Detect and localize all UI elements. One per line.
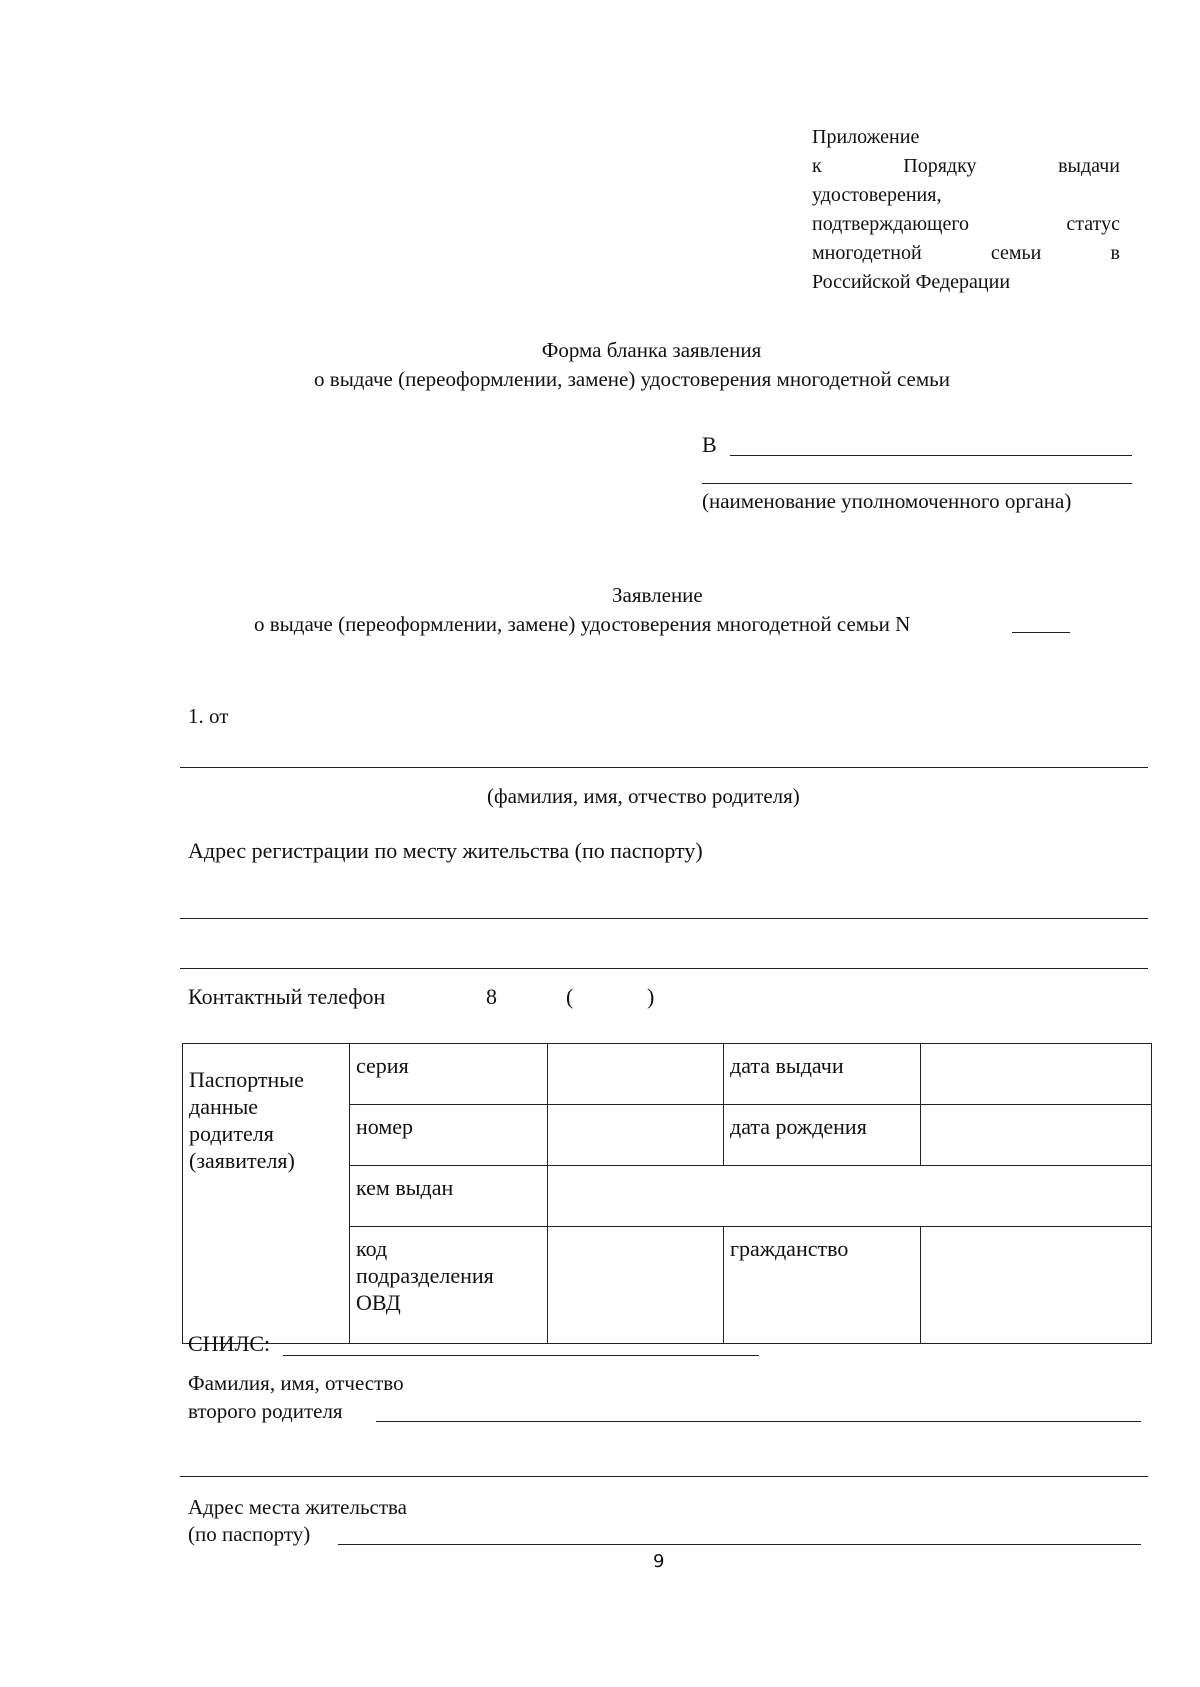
recipient-caption: (наименование уполномоченного органа) bbox=[702, 489, 1072, 513]
phone-code: 8 bbox=[486, 984, 497, 1009]
appendix-line-5 bbox=[812, 239, 1120, 268]
phone-label: Контактный телефон bbox=[188, 984, 386, 1009]
citizenship-label: гражданство bbox=[724, 1227, 921, 1344]
second-parent-name-label-2: второго родителя bbox=[188, 1399, 343, 1423]
application-title-line-1: Заявление bbox=[612, 583, 703, 607]
second-parent-address-label-2: (по паспорту) bbox=[188, 1522, 311, 1546]
passport-data-table bbox=[182, 1043, 1152, 1344]
appendix-word: выдачи bbox=[1058, 155, 1120, 177]
issued-by-input-cell[interactable] bbox=[548, 1166, 1152, 1227]
applicant-name-field[interactable] bbox=[180, 767, 1148, 768]
appendix-line-6 bbox=[812, 268, 1120, 297]
appendix-line-4 bbox=[812, 210, 1120, 239]
appendix-word: многодетной bbox=[812, 242, 922, 264]
appendix-word: удостоверения, bbox=[812, 184, 942, 206]
number-input-cell[interactable] bbox=[548, 1105, 724, 1166]
appendix-word: Российской Федерации bbox=[812, 271, 1011, 293]
form-title-line-2: о выдаче (переоформлении, замене) удостоверения многодетной семьи bbox=[314, 367, 950, 391]
dept-code-input-cell[interactable] bbox=[548, 1227, 724, 1344]
appendix-word: в bbox=[1110, 242, 1120, 264]
issue-date-input-cell[interactable] bbox=[921, 1044, 1152, 1105]
application-number-field[interactable] bbox=[1012, 632, 1070, 633]
recipient-prefix: В bbox=[702, 432, 717, 457]
appendix-title: Приложение bbox=[812, 126, 920, 148]
passport-header-line: родителя bbox=[189, 1121, 274, 1146]
appendix-line-3 bbox=[812, 181, 1120, 210]
passport-header-line: (заявителя) bbox=[189, 1148, 295, 1173]
series-label: серия bbox=[350, 1044, 548, 1105]
dept-code-label-line: подразделения bbox=[356, 1263, 494, 1288]
applicant-name-caption: (фамилия, имя, отчество родителя) bbox=[487, 784, 800, 808]
second-parent-name-field-2[interactable] bbox=[180, 1476, 1148, 1477]
second-parent-address-field[interactable] bbox=[338, 1544, 1141, 1545]
issue-date-label: дата выдачи bbox=[724, 1044, 921, 1105]
from-label: 1. от bbox=[188, 704, 229, 728]
address-label: Адрес регистрации по месту жительства (по паспорту) bbox=[188, 838, 703, 863]
phone-close-paren: ) bbox=[647, 984, 655, 1009]
appendix-word: подтверждающего bbox=[812, 213, 970, 235]
second-parent-name-label-1: Фамилия, имя, отчество bbox=[188, 1371, 404, 1395]
second-parent-address-label-1: Адрес места жительства bbox=[188, 1495, 407, 1519]
birth-date-label: дата рождения bbox=[724, 1105, 921, 1166]
birth-date-input-cell[interactable] bbox=[921, 1105, 1152, 1166]
application-title-line-2: о выдаче (переоформлении, замене) удостоверения многодетной семьи N bbox=[254, 612, 911, 636]
dept-code-label-line: код bbox=[356, 1236, 388, 1261]
appendix-word: статус bbox=[1066, 213, 1120, 235]
address-field-line-2[interactable] bbox=[180, 968, 1148, 969]
snils-label: СНИЛС: bbox=[188, 1331, 271, 1356]
series-input-cell[interactable] bbox=[548, 1044, 724, 1105]
citizenship-input-cell[interactable] bbox=[921, 1227, 1152, 1344]
appendix-block bbox=[812, 123, 1120, 297]
dept-code-label bbox=[350, 1227, 548, 1344]
appendix-word: семьи bbox=[990, 242, 1042, 264]
appendix-line-2 bbox=[812, 152, 1120, 181]
appendix-line-1 bbox=[812, 123, 1120, 152]
second-parent-name-field[interactable] bbox=[376, 1421, 1141, 1422]
issued-by-label: кем выдан bbox=[350, 1166, 548, 1227]
address-field-line-1[interactable] bbox=[180, 918, 1148, 919]
appendix-word: к bbox=[812, 155, 822, 177]
number-label: номер bbox=[350, 1105, 548, 1166]
passport-row-header bbox=[183, 1044, 350, 1344]
page-number: 9 bbox=[653, 1551, 665, 1572]
passport-header-line: Паспортные bbox=[189, 1067, 304, 1092]
recipient-field-line-2[interactable] bbox=[702, 483, 1132, 484]
passport-header-line: данные bbox=[189, 1094, 259, 1119]
phone-open-paren: ( bbox=[566, 984, 574, 1009]
snils-field[interactable] bbox=[283, 1355, 759, 1356]
dept-code-label-line: ОВД bbox=[356, 1290, 401, 1315]
appendix-word: Порядку bbox=[903, 155, 977, 177]
form-title-line-1: Форма бланка заявления bbox=[541, 338, 762, 362]
recipient-field-line-1[interactable] bbox=[730, 455, 1132, 456]
